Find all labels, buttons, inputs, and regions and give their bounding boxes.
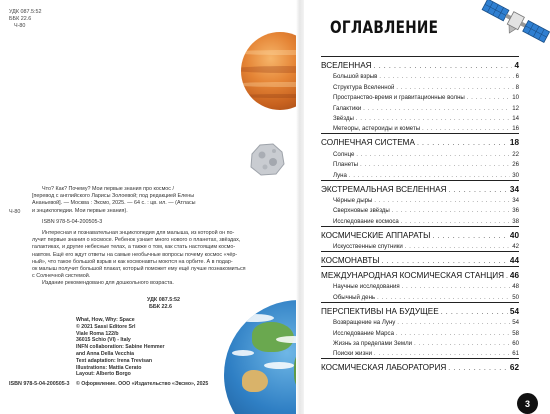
toc-page-number: 46 (509, 271, 519, 281)
credit-line: Layout: Alberto Borgo (76, 371, 131, 378)
toc-section-entry (321, 358, 519, 372)
credit-line: Viale Roma 122/b (76, 330, 119, 337)
catalog-title-line: Что? Как? Почему? Мои первые знания про космос / (42, 186, 174, 192)
annotation-line: Интересная и познавательная энциклопедия для малыша, из которой он по- (42, 230, 235, 237)
toc-dot-leader (374, 351, 510, 357)
toc-page-number: 6 (515, 73, 519, 81)
toc-subsection-label: Научные исследования (333, 283, 400, 291)
catalog-author-mark: Ч-80 (9, 209, 21, 215)
toc-subsection-label: Искусственные спутники (333, 243, 403, 251)
toc-subsection-label: Чёрные дыры (333, 196, 373, 204)
toc-page-number: 14 (512, 114, 519, 122)
toc-subsection-label: Исследование космоса (333, 217, 399, 225)
toc-page-number: 18 (509, 138, 519, 148)
toc-subsection-entry (321, 347, 519, 357)
asteroid-illustration (246, 140, 286, 178)
toc-page-number: 26 (512, 161, 519, 169)
satellite-illustration (478, 0, 550, 44)
toc-page-number: 10 (512, 94, 519, 102)
toc-page-number: 34 (512, 196, 519, 204)
catalog-title-line: [перевод с английского Ларисы Золоевой; под редакцией Елены (32, 193, 195, 200)
toc-section-label: ЭКСТРЕМАЛЬНАЯ ВСЕЛЕННАЯ (321, 184, 447, 194)
toc-page-number: 38 (512, 217, 519, 225)
toc-subsection-entry (321, 70, 519, 80)
credit-line: What, How, Why: Space (76, 317, 135, 323)
bbk-code: ББК 22.6 (9, 16, 32, 23)
toc-subsection-entry (321, 214, 519, 224)
bbk-code: ББК 22.6 (149, 304, 173, 311)
toc-dot-leader (506, 273, 508, 280)
toc-section-entry (321, 180, 519, 194)
toc-page-number: 44 (509, 256, 519, 266)
age-recommendation: Издание рекомендовано для дошкольного возраста. (42, 280, 174, 287)
toc-page-number: 40 (509, 230, 519, 240)
toc-subsection-entry (321, 91, 519, 101)
toc-dot-leader (417, 140, 508, 147)
toc-subsection-label: Солнце (333, 150, 355, 158)
toc-dot-leader (432, 233, 508, 240)
toc-section-label: ПЕРСПЕКТИВЫ НА БУДУЩЕЕ (321, 306, 439, 316)
credit-line: © 2021 Sassi Editore Srl (76, 323, 136, 330)
toc-page-number: 50 (512, 293, 519, 301)
toc-dot-leader (401, 219, 510, 225)
toc-subsection-label: Возвращение на Луну (333, 319, 396, 327)
toc-subsection-label: Метеоры, астероиды и кометы (333, 125, 421, 133)
table-of-contents (321, 55, 519, 372)
catalog-description (32, 186, 276, 288)
toc-section-label: КОСМИЧЕСКИЕ АППАРАТЫ (321, 230, 431, 240)
toc-page-number: 8 (515, 83, 519, 91)
toc-page-number: 16 (512, 125, 519, 133)
toc-section-entry (321, 56, 519, 70)
catalog-title-line: Ананьевой]. — Москва : Эксмо, 2025. — 64 с. : цв. ил. — (Атласы (32, 200, 196, 207)
toc-subsection-entry (321, 290, 519, 300)
toc-page-number: 58 (512, 329, 519, 337)
toc-subsection-entry (321, 280, 519, 290)
credit-line: Illustrations: Mattia Cerato (76, 364, 142, 371)
toc-page-number: 60 (512, 340, 519, 348)
toc-section-entry (321, 302, 519, 316)
toc-subsection-entry (321, 158, 519, 168)
toc-page-number: 12 (512, 104, 519, 112)
toc-subsection-entry (321, 204, 519, 214)
toc-page-number: 54 (509, 306, 519, 316)
toc-subsection-label: Сверхновые звёзды (333, 207, 390, 215)
toc-subsection-label: Большой взрыв (333, 73, 378, 81)
toc-dot-leader (349, 173, 510, 179)
toc-subsection-label: Структура Вселенной (333, 83, 395, 91)
toc-dot-leader (382, 258, 508, 265)
toc-page-number: 62 (509, 363, 519, 373)
toc-subsection-entry (321, 316, 519, 326)
toc-page-number: 61 (512, 350, 519, 358)
toc-dot-leader (449, 187, 508, 194)
toc-page-number: 36 (512, 207, 519, 215)
toc-subsection-label: Обычный день (333, 293, 376, 301)
toc-subsection-entry (321, 194, 519, 204)
toc-title: ОГЛАВЛЕНИЕ (330, 18, 439, 37)
toc-page-number: 42 (512, 243, 519, 251)
credit-line: INFN collaboration: Sabine Hemmer (76, 344, 165, 351)
original-edition-credits (76, 317, 165, 378)
toc-page-number: 4 (514, 61, 519, 70)
toc-subsection-entry (321, 122, 519, 132)
annotation-line: ок малыш получит большой плакат, который поможет ему ещё лучше познакомиться (32, 266, 246, 273)
toc-subsection-entry (321, 147, 519, 157)
toc-page-number: 34 (509, 184, 519, 194)
toc-subsection-entry (321, 326, 519, 336)
toc-subsection-entry (321, 112, 519, 122)
toc-page-number: 54 (512, 319, 519, 327)
udk-block-bottom (147, 297, 180, 311)
toc-subsection-label: Галактики (333, 104, 362, 112)
catalog-title-line: и энциклопедии. Мои первые знания). (32, 207, 128, 214)
toc-section-entry (321, 226, 519, 240)
toc-dot-leader (377, 295, 510, 301)
toc-page-number: 30 (512, 171, 519, 179)
udk-block-top (9, 9, 41, 31)
toc-page-number: 22 (512, 150, 519, 158)
annotation-line: навтом. Ещё его ждут ответы на самые необычные вопросы почему космос «чёр- (32, 251, 238, 258)
toc-subsection-entry (321, 240, 519, 250)
toc-section-label: КОСМОНАВТЫ (321, 256, 380, 266)
author-mark: Ч-80 (14, 23, 26, 30)
annotation-line: с Солнечной системой. (32, 273, 91, 280)
toc-dot-leader (374, 63, 513, 70)
toc-subsection-label: Жизнь за пределами Земли (333, 340, 413, 348)
isbn-bottom: ISBN 978-5-04-200505-3 (9, 381, 70, 387)
toc-section-entry (321, 266, 519, 280)
book-spine-fold (296, 0, 304, 414)
toc-section-label: СОЛНЕЧНАЯ СИСТЕМА (321, 138, 415, 148)
annotation-line: лучит первые знания о космосе. Ребенок узнает много нового о планетах, звёздах, (32, 237, 241, 244)
credit-line: Text adaptation: Irena Trevisan (76, 357, 153, 364)
annotation-line: ный», что такое большой взрыв и как космонавты моются на орбите. А в подар- (32, 258, 233, 265)
catalog-isbn: ISBN 978-5-04-200505-3 (42, 218, 103, 225)
toc-subsection-label: Пространство-время и гравитационные волны (333, 94, 465, 102)
toc-section-label: КОСМИЧЕСКАЯ ЛАБОРАТОРИЯ (321, 363, 447, 373)
toc-subsection-label: Планеты (333, 161, 359, 169)
toc-dot-leader (448, 365, 508, 372)
toc-section-entry (321, 133, 519, 147)
toc-section-label: МЕЖДУНАРОДНАЯ КОСМИЧЕСКАЯ СТАНЦИЯ (321, 271, 505, 281)
toc-subsection-label: Поиски жизни (333, 350, 373, 358)
toc-section-label: ВСЕЛЕННАЯ (321, 61, 372, 70)
publisher-copyright: © Оформление. ООО «Издательство «Эксмо», 2025 (76, 381, 209, 387)
udk-code: УДК 087.5:52 (9, 9, 42, 15)
toc-subsection-entry (321, 168, 519, 178)
udk-code: УДК 087.5:52 (147, 297, 180, 303)
annotation-line: галактиках, и другие небесные телах, а также о том, как стать настоящим космо- (32, 244, 236, 251)
toc-dot-leader (405, 244, 510, 250)
credit-line: and Anna Della Vecchia (76, 350, 135, 357)
toc-dot-leader (441, 309, 508, 316)
toc-subsection-entry (321, 337, 519, 347)
toc-subsection-label: Исследование Марса (333, 329, 394, 337)
page-number-badge: 3 (517, 393, 538, 414)
toc-dot-leader (422, 126, 510, 132)
toc-subsection-entry (321, 101, 519, 111)
toc-subsection-label: Луна (333, 171, 347, 179)
toc-subsection-entry (321, 80, 519, 90)
credit-line: 36015 Schio (VI) - Italy (76, 337, 131, 344)
toc-section-entry (321, 251, 519, 265)
toc-page-number: 48 (512, 283, 519, 291)
toc-subsection-label: Звёзды (333, 114, 354, 122)
